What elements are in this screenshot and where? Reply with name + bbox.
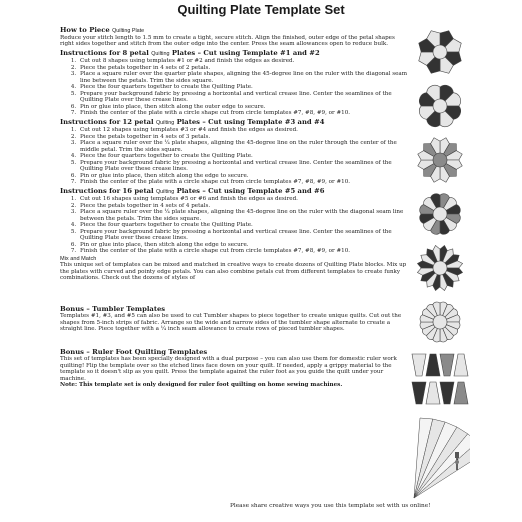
section-8-steps xyxy=(60,58,410,117)
ruler-foot-heading: Bonus – Ruler Foot Quilting Templates xyxy=(60,348,208,356)
tumbler-row-dark xyxy=(410,380,470,406)
section-16-heading xyxy=(60,187,410,196)
plate-center xyxy=(433,153,447,167)
section-16-heading-a: Instructions for 16 petal xyxy=(60,187,154,195)
plate-8-petal-pointed xyxy=(410,26,470,78)
section-8-heading-script: Quilting xyxy=(151,51,170,57)
step: 4. Piece the four quarters together to create the Quilting Plate. xyxy=(78,84,410,91)
instructions-body xyxy=(60,24,410,389)
plate-16-petal-round xyxy=(410,296,470,348)
section-16-heading-script: Quilting xyxy=(155,189,175,195)
step: 1. Cut out 12 shapes using templates #3 or #4 and finish the edges as desired. xyxy=(78,127,410,134)
plate-8-petal-round xyxy=(410,80,470,132)
section-8-heading-b: Plates – Cut using Template #1 and #2 xyxy=(171,49,320,57)
step: 1. Cut out 16 shapes using templates #5 or #6 and finish the edges as desired. xyxy=(78,196,410,203)
footer-text: Please share creative ways you use this template set with us online! xyxy=(230,503,431,509)
plate-center xyxy=(433,45,447,59)
tumbler-shape xyxy=(454,354,468,376)
tumbler-body: Templates #1, #3, and #5 can also be used to cut Tumbler shapes to piece together to create unique quilts. Cut out the shapes from 5-inch strips of fabric. Arrange so the wide and narrow sides of the tumbler shape alternate to create a straight line. Piece together with a ¼ inch seam allowance to create rows of pieced tumbler shapes. xyxy=(60,313,402,332)
plate-center xyxy=(433,207,447,221)
step: 6. Pin or glue into place, then stitch along the edge to secure. xyxy=(78,173,410,180)
plate-16-petal-pointed xyxy=(410,242,470,294)
how-to-body: Reduce your stitch length to 1.5 mm to create a tight, secure stitch. Align the finished, outer edge of the petal shapes right sides together and stitch from the outer edge into the center. Press the seam allowances open to reduce bulk. xyxy=(60,34,395,47)
step: 5. Prepare your background fabric by pressing a horizontal and vertical crease line. Center the seamlines of the Quilting Plate over these crease lines. xyxy=(78,160,410,173)
illustration-column xyxy=(410,22,470,502)
tumbler-shape xyxy=(440,354,454,376)
plate-12-petal-round xyxy=(410,188,470,240)
step: 3. Place a square ruler over the ¼ plate shapes, aligning the 45-degree line on the ruler with the diagonal seam line between the petals. Trim the sides square. xyxy=(78,209,410,222)
step: 2. Piece the petals together in 4 sets of 2 petals. xyxy=(78,65,410,72)
how-to-heading-script: Quilting Plate xyxy=(112,27,145,34)
step: 3. Place a square ruler over the ¼ plate shapes, aligning the 45-degree line on the ruler through the center of the middle petal. Trim the sides square. xyxy=(78,140,410,153)
tumbler-shape xyxy=(412,382,426,404)
section-12-heading-script: Quilting xyxy=(155,120,175,126)
tumbler-shape xyxy=(454,382,468,404)
step: 7. Finish the center of the plate with a circle shape cut from circle templates #7, #8, #9, or #10. xyxy=(78,110,410,117)
plate-center xyxy=(433,315,447,329)
step: 4. Piece the four quarters together to create the Quilting Plate. xyxy=(78,222,410,229)
section-12-steps xyxy=(60,127,410,186)
step: 4. Piece the four quarters together to create the Quilting Plate. xyxy=(78,153,410,160)
section-12-heading-a: Instructions for 12 petal xyxy=(60,118,154,126)
step: 3. Place a square ruler over the quarter plate shapes, aligning the 45-degree line on the ruler with the diagonal seam line between the petals. Trim the sides square. xyxy=(78,71,410,84)
section-12-heading-b: Plates – Cut using Template #3 and #4 xyxy=(176,118,325,126)
step: 2. Piece the petals together in 4 sets of 3 petals. xyxy=(78,134,410,141)
step: 2. Piece the petals together in 4 sets of 4 petals. xyxy=(78,203,410,210)
step: 5. Prepare your background fabric by pressing a horizontal and vertical crease line. Center the seamlines of the Quilting Plate over these crease lines. xyxy=(78,91,410,104)
section-16-heading-b: Plates – Cut using Template #5 and #6 xyxy=(176,187,325,195)
tumbler-shape xyxy=(412,354,426,376)
tumbler-shape xyxy=(440,382,454,404)
ruler-foot-body: This set of templates has been specially designed with a dual purpose – you can also use them for domestic ruler work quilting! Flip the template over so the etched lines face down on your quilt. If needed, apply a grippy material to the template so it doesn't slip as you quilt. Press the template against the ruler foot as you guide the quilt under your machine. xyxy=(60,356,397,382)
step: 6. Pin or glue into place, then stitch along the outer edge to secure. xyxy=(78,104,410,111)
plate-12-petal xyxy=(410,134,470,186)
plate-center xyxy=(433,99,447,113)
section-8-heading-a: Instructions for 8 petal xyxy=(60,49,149,57)
page-title: Quilting Plate Template Set xyxy=(177,2,345,17)
step: 7. Finish the center of the plate with a circle shape cut from circle templates #7, #8, #9, or #10. xyxy=(78,248,410,255)
ruler-foot-note: Note: This template set is only designed for ruler foot quilting on home sewing machines. xyxy=(60,382,343,388)
step: 1. Cut out 8 shapes using templates #1 or #2 and finish the edges as desired. xyxy=(78,58,410,65)
section-12-heading xyxy=(60,118,410,127)
section-16-steps xyxy=(60,196,410,255)
plate-center xyxy=(433,261,447,275)
step: 6. Pin or glue into place, then stitch along the edge to secure. xyxy=(78,242,410,249)
mix-label: Mix and Match xyxy=(60,255,97,262)
tumbler-heading: Bonus – Tumbler Templates xyxy=(60,305,166,313)
how-to-heading-text: How to Piece xyxy=(60,25,110,34)
tumbler-row xyxy=(410,352,470,378)
step: 7. Finish the center of the plate with a circle shape cut from circle templates #7, #8, #9, or #10. xyxy=(78,179,410,186)
sewing-needle-icon xyxy=(452,452,462,472)
mix-body: This unique set of templates can be mixed and matched in creative ways to create dozens of Quilting Plate blocks. Mix up the plates with curved and pointy edge petals. You can also combine petals cut from different templates to create funky combinations. Check out the dozens of styles of xyxy=(60,262,407,281)
how-to-heading xyxy=(60,26,410,35)
tumbler-shape xyxy=(426,354,440,376)
tumbler-shape xyxy=(426,382,440,404)
step: 5. Prepare your background fabric by pressing a horizontal and vertical crease line. Center the seamlines of the Quilting Plate over these crease lines. xyxy=(78,229,410,242)
section-8-heading xyxy=(60,49,410,58)
